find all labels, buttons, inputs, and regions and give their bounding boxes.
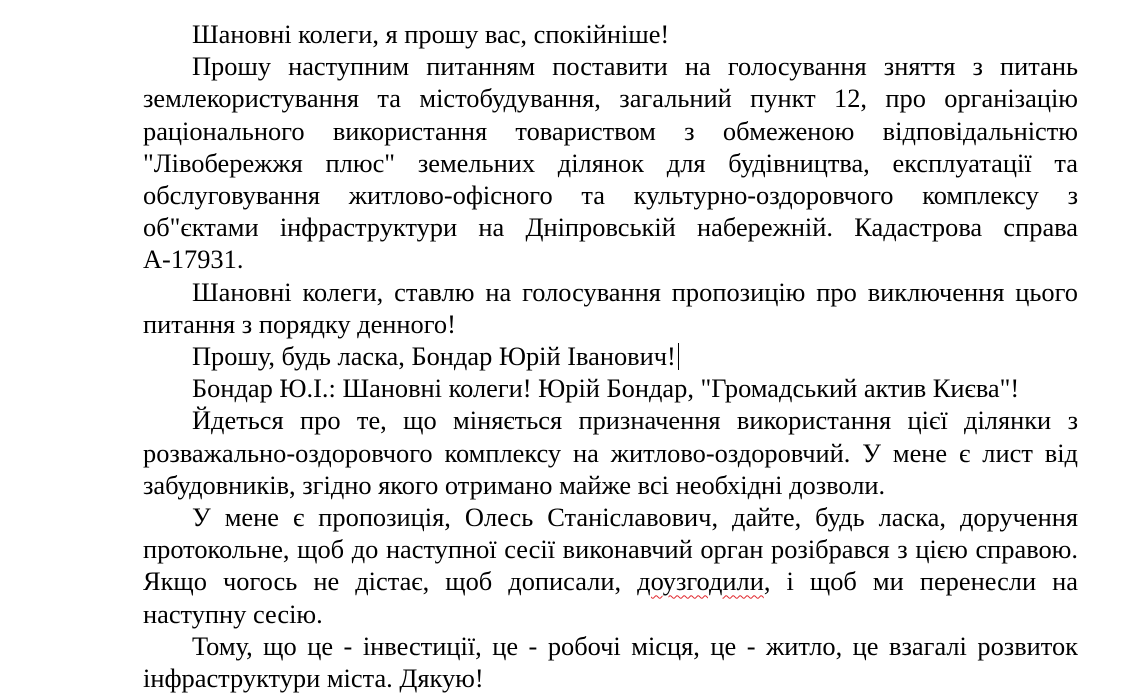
paragraph-1: Шановні колеги, я прошу вас, спокійніше!	[192, 19, 670, 49]
paragraph-8: Тому, що це - інвестиції, це - робочі місця, це - житло, це взагалі розвиток інфраструктури міста. Дякую!	[143, 630, 1078, 694]
text-cursor	[678, 343, 679, 370]
paragraph-3: Шановні колеги, ставлю на голосування пропозицію про виключення цього питання з порядку денного!	[143, 276, 1078, 339]
paragraph-4	[143, 340, 1078, 372]
document-page[interactable]	[143, 18, 1078, 694]
paragraph-5: Бондар Ю.І.: Шановні колеги! Юрій Бондар, "Громадський актив Києва"!	[192, 373, 1020, 404]
paragraph-7	[143, 501, 1078, 630]
paragraph-2: Прошу наступним питанням поставити на голосування зняття з питань землекористування та містобудування, загальний пункт 12, про організацію раціонального використання товариством з обмеженою відповідальністю "Лівобережжя плюс" земельних ділянок для будівництва, експлуатації та обслуговування житлово-офісного та культурно-оздоровчого комплексу з об"єктами інфраструктури на Дніпровській набережній. Кадастрова справа А-17931.	[143, 51, 1078, 275]
misspelled-word[interactable]: доузгодили	[637, 566, 764, 597]
paragraph-4-text: Прошу, будь ласка, Бондар Юрій Іванович!	[192, 341, 676, 372]
paragraph-6: Йдеться про те, що міняється призначення використання цієї ділянки з розважально-оздоровчого комплексу на житлово-оздоровчий. У мене є лист від забудовників, згідно якого отримано майже всі необхідні дозволи.	[143, 405, 1078, 500]
paragraph-7-text-end: , і щоб ми перенесли на наступну сесію.	[143, 566, 1078, 629]
paragraph-7-text-start: У мене є пропозиція, Олесь Станіславович, дайте, будь ласка, доручення протокольне, щоб до наступної сесії виконавчий орган розібрався з цією справою. Якщо чогось не дістає, щоб дописали,	[143, 502, 1078, 597]
